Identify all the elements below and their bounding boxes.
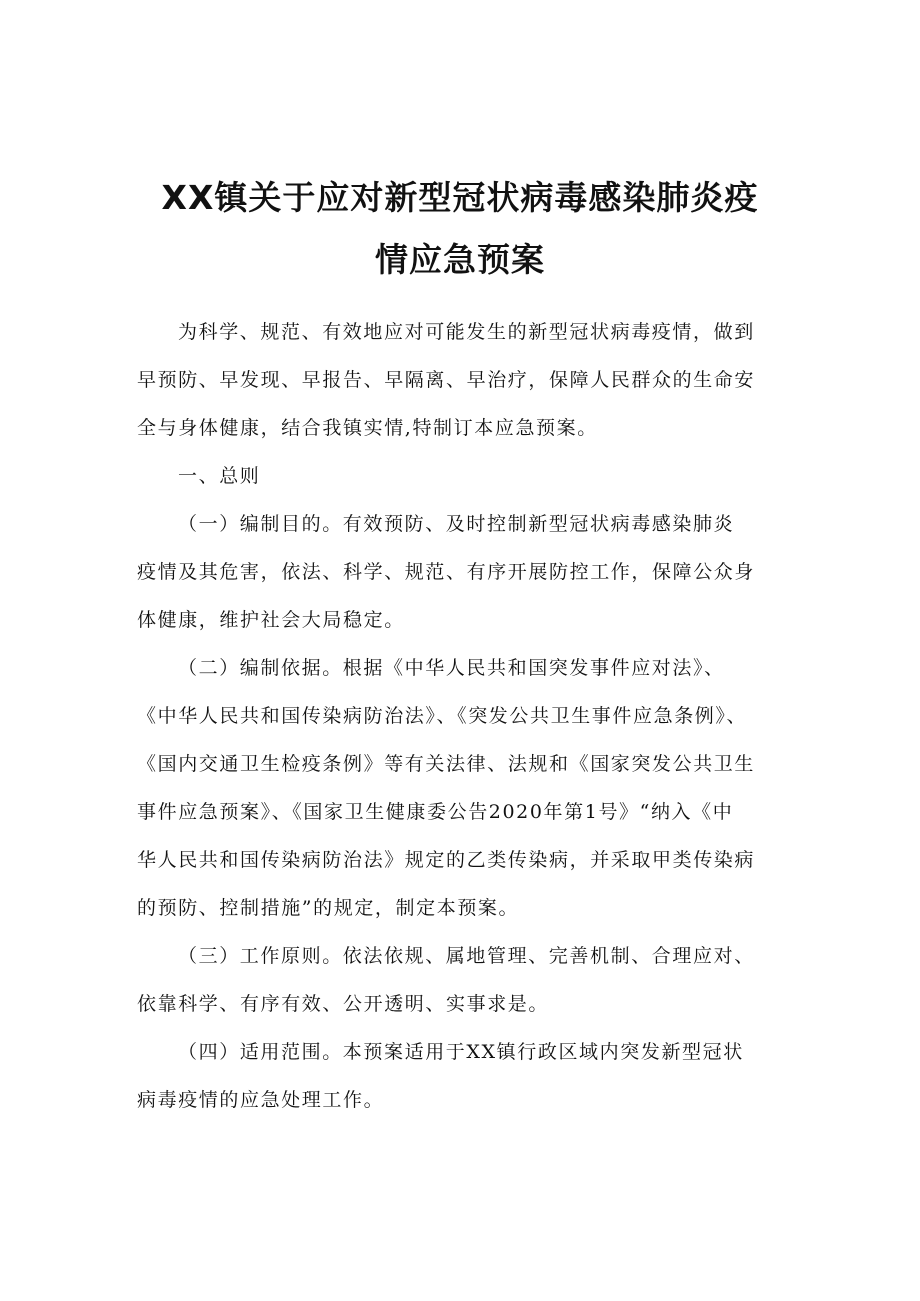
basis-line-5: 华人民共和国传染病防治法》规定的乙类传染病，并采取甲类传染病 <box>137 849 756 871</box>
intro-line-2: 早预防、早发现、早报告、早隔离、早治疗，保障人民群众的生命安 <box>137 369 756 391</box>
section-heading-general: 一、总则 <box>178 465 261 487</box>
scope-line-1: （四）适用范围。本预案适用于XX镇行政区域内突发新型冠状 <box>178 1041 744 1063</box>
document-title-line-1: XX镇关于应对新型冠状病毒感染肺炎疫 <box>161 178 759 217</box>
basis-line-1: （二）编制依据。根据《中华人民共和国突发事件应对法》、 <box>178 657 725 679</box>
basis-line-3: 《国内交通卫生检疫条例》等有关法律、法规和《国家突发公共卫生 <box>137 753 756 775</box>
purpose-line-3: 体健康，维护社会大局稳定。 <box>137 609 405 631</box>
basis-line-4: 事件应急预案》、《国家卫生健康委公告2020年第1号》“纳入《中 <box>137 801 734 823</box>
scope-line-2: 病毒疫情的应急处理工作。 <box>137 1089 385 1111</box>
purpose-line-2: 疫情及其危害，依法、科学、规范、有序开展防控工作，保障公众身 <box>137 561 756 583</box>
basis-line-6: 的预防、控制措施”的规定，制定本预案。 <box>137 897 520 919</box>
principles-line-1: （三）工作原则。依法依规、属地管理、完善机制、合理应对、 <box>178 945 755 967</box>
purpose-line-1: （一）编制目的。有效预防、及时控制新型冠状病毒感染肺炎 <box>178 513 735 535</box>
principles-line-2: 依靠科学、有序有效、公开透明、实事求是。 <box>137 993 550 1015</box>
basis-line-2: 《中华人民共和国传染病防治法》、《突发公共卫生事件应急条例》、 <box>137 705 748 727</box>
intro-line-1: 为科学、规范、有效地应对可能发生的新型冠状病毒疫情，做到 <box>178 321 755 343</box>
document-title-line-2: 情应急预案 <box>375 240 545 279</box>
intro-line-3: 全与身体健康，结合我镇实情,特制订本应急预案。 <box>137 417 598 439</box>
